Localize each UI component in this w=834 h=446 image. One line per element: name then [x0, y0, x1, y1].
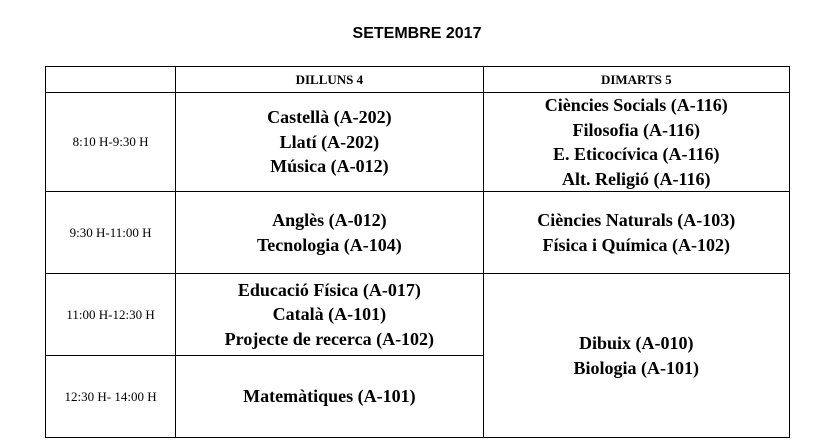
subject-entry: Anglès (A-012)	[272, 210, 387, 230]
tuesday-slot-1	[483, 93, 789, 192]
subject-entry: E. Eticocívica (A-116)	[553, 144, 720, 164]
subject-entry: Biologia (A-101)	[573, 357, 700, 378]
header-row	[46, 67, 790, 93]
monday-slot-1	[176, 93, 483, 192]
time-slot: 9:30 H-11:00 H	[46, 192, 176, 274]
subject-entry: Català (A-101)	[272, 304, 387, 325]
subject-entry: Alt. Religió (A-116)	[562, 168, 711, 189]
subject-entry: Ciències Naturals (A-103)	[537, 210, 736, 230]
subject-entry: Llatí (A-202)	[279, 131, 380, 152]
subject-entry: Dibuix (A-010)	[579, 333, 694, 353]
subject-entry: Filosofia (A-116)	[572, 119, 701, 140]
monday-slot-4	[176, 356, 483, 438]
time-slot: 12:30 H- 14:00 H	[46, 356, 176, 438]
subject-entry: Música (A-012)	[270, 156, 389, 177]
subject-entry: Educació Física (A-017)	[237, 279, 421, 300]
table-row	[46, 93, 790, 192]
time-slot: 11:00 H-12:30 H	[46, 274, 176, 356]
time-slot: 8:10 H-9:30 H	[46, 93, 176, 192]
subject-entry: Projecte de recerca (A-102)	[224, 328, 435, 349]
subject-entry: Castellà (A-202)	[267, 107, 392, 128]
subject-entry: Ciències Socials (A-116)	[544, 95, 728, 115]
subject-entry: Tecnologia (A-104)	[256, 234, 402, 255]
schedule-table	[45, 66, 790, 438]
subject-entry: Física i Química (A-102)	[542, 234, 731, 255]
table-row	[46, 274, 790, 356]
tuesday-slot-3	[483, 274, 789, 438]
monday-slot-2	[176, 192, 483, 274]
monday-slot-3	[176, 274, 483, 356]
corner-cell	[46, 67, 176, 93]
subject-entry: Matemàtiques (A-101)	[243, 386, 416, 407]
page-title: SETEMBRE 2017	[352, 25, 482, 42]
tuesday-slot-2	[483, 192, 789, 274]
day-header-monday: DILLUNS 4	[176, 67, 483, 93]
day-header-tuesday: DIMARTS 5	[483, 67, 789, 93]
table-row	[46, 192, 790, 274]
